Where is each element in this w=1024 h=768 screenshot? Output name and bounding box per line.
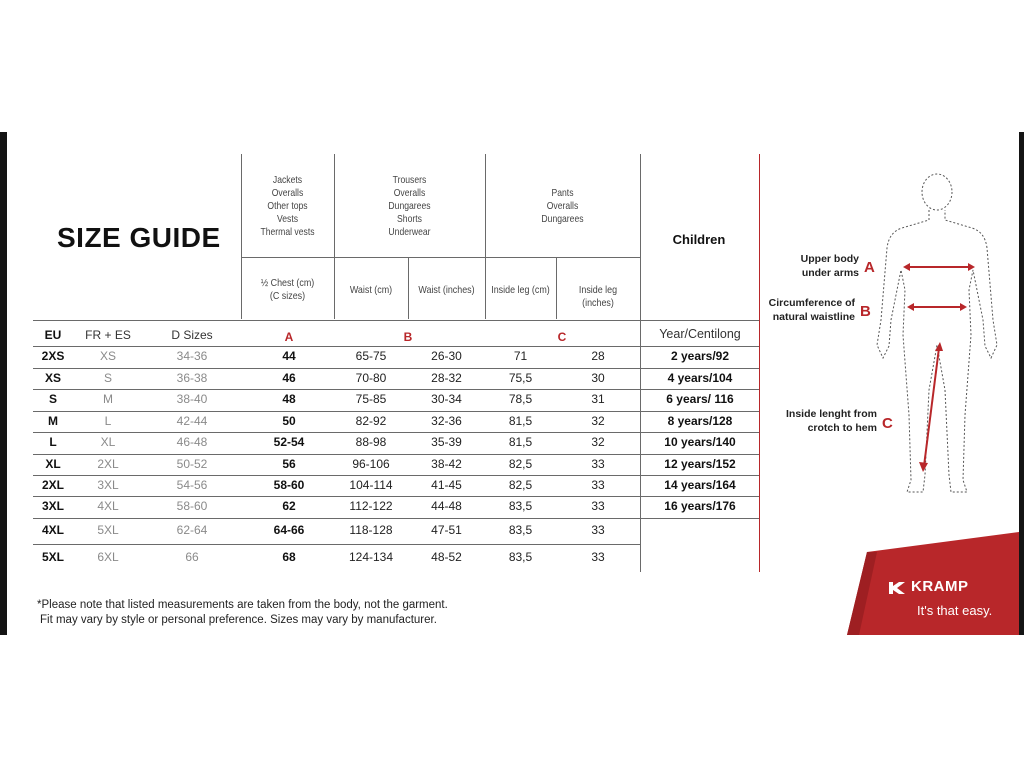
cell-lin: 32 [591,414,605,428]
grid-line [33,454,759,455]
cell-wcm: 65-75 [355,349,387,363]
col-eu: EU [44,328,62,342]
col-letter-b: B [403,330,413,344]
cell-lcm: 71 [513,349,528,363]
screen-edge-left [0,132,7,635]
cell-fr: XS [99,349,116,363]
cell-win: 30-34 [431,392,462,406]
cell-wcm: 118-128 [349,523,393,537]
cell-fr: 3XL [97,478,119,492]
cell-d: 34-36 [176,349,208,363]
col-letter-a: A [284,330,294,344]
cell-child: 10 years/140 [664,435,736,449]
cell-lin: 28 [591,349,605,363]
grid-line [640,154,641,572]
cell-win: 35-39 [431,435,462,449]
grid-line [408,258,409,319]
cell-child: 14 years/164 [664,478,736,492]
measure-c-arrow [919,342,943,472]
cell-chest: 44 [282,349,296,363]
grid-line [33,346,759,347]
cell-eu: L [49,435,57,449]
cell-lin: 33 [591,478,605,492]
cell-d: 54-56 [176,478,208,492]
cell-fr: 2XL [97,457,119,471]
cell-fr: L [104,414,112,428]
cell-win: 26-30 [431,349,462,363]
cell-d: 62-64 [176,523,208,537]
cell-lcm: 83,5 [508,523,533,537]
cell-lcm: 83,5 [508,550,533,564]
cell-lcm: 78,5 [508,392,533,406]
subheader-waist-in: Waist (inches) [418,284,475,296]
group-trousers: Trousers Overalls Dungarees Shorts Underwear [388,174,431,238]
cell-chest: 62 [282,499,296,513]
subheader-leg-in: Inside leg (inches) [578,284,618,309]
cell-win: 38-42 [431,457,462,471]
cell-eu: S [48,392,57,406]
cell-lin: 33 [591,550,605,564]
cell-fr: XL [100,435,116,449]
cell-wcm: 96-106 [352,457,390,471]
size-guide-panel [7,132,1019,635]
cell-chest: 50 [282,414,296,428]
col-letter-c: C [557,330,567,344]
cell-lcm: 75,5 [508,371,533,385]
cell-lcm: 82,5 [508,457,533,471]
cell-wcm: 112-122 [349,499,393,513]
subheader-chest: ½ Chest (cm) (C sizes) [260,277,315,302]
cell-win: 28-32 [431,371,462,385]
grid-line [33,544,640,545]
label-waistline: Circumference of natural waistline [768,297,855,323]
measure-b-arrow [907,301,967,313]
cell-d: 50-52 [176,457,208,471]
cell-eu: 3XL [41,499,64,513]
letter-c: C [882,415,893,432]
cell-wcm: 82-92 [355,414,387,428]
cell-wcm: 70-80 [355,371,387,385]
cell-win: 32-36 [431,414,462,428]
subheader-waist-cm: Waist (cm) [349,284,393,296]
cell-lin: 33 [591,499,605,513]
cell-child: 4 years/104 [667,371,733,385]
cell-fr: 6XL [97,550,119,564]
cell-fr: 5XL [97,523,119,537]
cell-lin: 32 [591,435,605,449]
cell-win: 41-45 [431,478,462,492]
cell-chest: 56 [282,457,296,471]
cell-lcm: 81,5 [508,414,533,428]
cell-eu: 4XL [41,523,64,537]
group-children: Children [672,232,726,247]
cell-eu: 2XL [41,478,64,492]
cell-child: 2 years/92 [670,349,730,363]
grid-line [33,411,759,412]
cell-lin: 31 [591,392,605,406]
col-d-sizes: D Sizes [171,328,213,342]
cell-lin: 33 [591,523,605,537]
cell-win: 47-51 [431,523,462,537]
kramp-logo-icon [887,580,907,596]
cell-eu: M [48,414,58,428]
cell-d: 46-48 [176,435,208,449]
cell-lin: 30 [591,371,605,385]
letter-b: B [860,303,871,320]
cell-d: 66 [185,550,199,564]
cell-fr: S [103,371,112,385]
cell-child: 16 years/176 [664,499,736,513]
cell-wcm: 88-98 [355,435,387,449]
cell-chest: 68 [282,550,296,564]
grid-line [241,154,242,319]
cell-wcm: 104-114 [349,478,393,492]
grid-line [241,257,640,258]
cell-win: 48-52 [431,550,462,564]
cell-fr: M [103,392,113,406]
grid-line [33,475,759,476]
grid-line [33,518,759,519]
cell-fr: 4XL [97,499,119,513]
cell-chest: 64-66 [273,523,305,537]
grid-line [33,389,759,390]
grid-line [33,432,759,433]
cell-lin: 33 [591,457,605,471]
cell-chest: 52-54 [273,435,305,449]
cell-lcm: 83,5 [508,499,533,513]
cell-child: 12 years/152 [664,457,736,471]
cell-child: 8 years/128 [667,414,733,428]
section-divider [759,154,760,572]
cell-chest: 58-60 [273,478,305,492]
grid-line [334,154,335,319]
grid-line [33,496,759,497]
cell-d: 42-44 [176,414,208,428]
cell-child: 6 years/ 116 [666,392,734,406]
brand-name: KRAMP [911,578,969,595]
page-title: SIZE GUIDE [57,222,221,253]
label-inside-leg: Inside lenght from crotch to hem [785,408,877,434]
grid-line [33,320,759,321]
cell-eu: XS [44,371,61,385]
subheader-leg-cm: Inside leg (cm) [491,284,550,296]
cell-win: 44-48 [431,499,462,513]
col-year: Year/Centilong [659,327,741,341]
grid-line [556,258,557,319]
cell-chest: 46 [282,371,296,385]
screen-edge-right [1019,132,1024,635]
cell-wcm: 124-134 [348,550,394,564]
brand-tagline: It's that easy. [917,603,993,618]
cell-eu: 5XL [41,550,64,564]
cell-eu: 2XS [41,349,65,363]
group-pants: Pants Overalls Dungarees [541,187,584,225]
letter-a: A [864,259,875,276]
cell-lcm: 81,5 [508,435,533,449]
grid-line [33,368,759,369]
grid-line [485,154,486,319]
cell-wcm: 75-85 [355,392,387,406]
cell-d: 58-60 [176,499,208,513]
cell-eu: XL [45,457,61,471]
footnote: *Please note that listed measurements are taken from the body, not the garment. Fit may vary by style or personal preference. Sizes may vary by manufacturer. [37,599,448,626]
cell-lcm: 82,5 [508,478,533,492]
col-fr-es: FR + ES [85,328,131,342]
cell-d: 36-38 [176,371,208,385]
group-jackets: Jackets Overalls Other tops Vests Thermal vests [260,174,315,238]
cell-d: 38-40 [176,392,208,406]
cell-chest: 48 [282,392,296,406]
label-upper-body: Upper body under arms [800,253,859,279]
measure-a-arrow [903,260,975,274]
